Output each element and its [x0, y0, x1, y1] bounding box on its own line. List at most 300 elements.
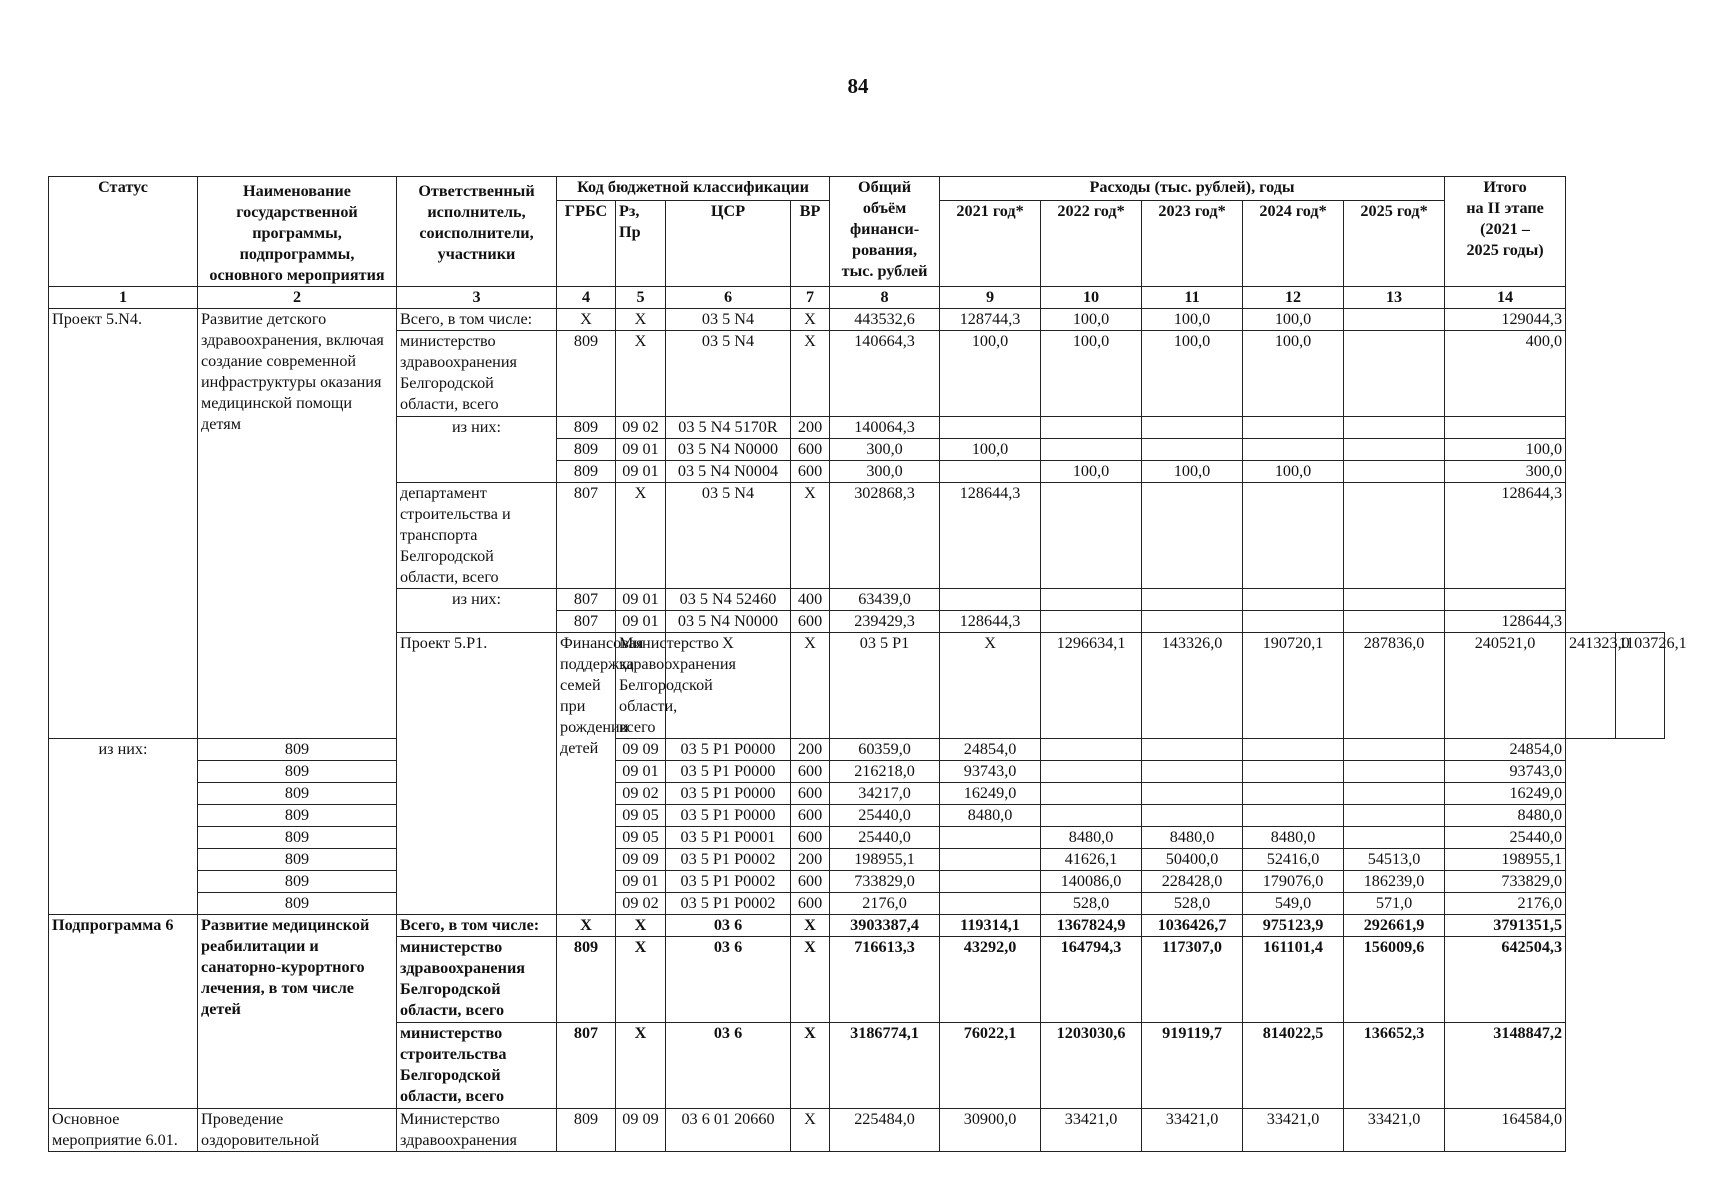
value-cell: 03 5 N4 — [666, 331, 791, 417]
value-cell — [1142, 611, 1243, 633]
value-cell: 100,0 — [1243, 461, 1344, 483]
header-line: основного мероприятия — [209, 266, 385, 284]
column-number: 12 — [1243, 287, 1344, 309]
value-cell: 228428,0 — [1142, 871, 1243, 893]
value-cell — [1243, 611, 1344, 633]
value-cell — [1142, 589, 1243, 611]
value-cell: 33421,0 — [1243, 1109, 1344, 1152]
value-cell: 161101,4 — [1243, 937, 1344, 1023]
value-cell: 600 — [791, 461, 830, 483]
value-cell: Х — [791, 915, 830, 937]
header-line: участники — [437, 245, 516, 263]
header-line: Пр — [619, 222, 641, 241]
value-cell: 50400,0 — [1142, 849, 1243, 871]
value-cell: Х — [666, 633, 791, 739]
value-cell: 16249,0 — [940, 783, 1041, 805]
year-header: 2025 год* — [1344, 200, 1445, 286]
value-cell: 09 01 — [616, 611, 666, 633]
value-cell: 09 09 — [616, 739, 666, 761]
table-row — [49, 893, 1665, 915]
value-cell: 300,0 — [830, 439, 940, 461]
value-cell: 100,0 — [1142, 461, 1243, 483]
value-cell: 225484,0 — [830, 1109, 940, 1152]
value-cell: 128744,3 — [940, 309, 1041, 331]
value-cell: 03 5 Р1 Р0000 — [666, 739, 791, 761]
executor-cell: департамент строительства и транспорта Белгородской области, всего — [397, 483, 557, 589]
value-cell: 809 — [557, 439, 616, 461]
value-cell: 809 — [198, 739, 397, 761]
value-cell — [1445, 417, 1566, 439]
value-cell: 8480,0 — [1041, 827, 1142, 849]
value-cell: 733829,0 — [830, 871, 940, 893]
value-cell: 09 09 — [616, 1109, 666, 1152]
executor-cell: из них: — [397, 589, 557, 633]
value-cell — [940, 871, 1041, 893]
value-cell: 119314,1 — [940, 915, 1041, 937]
status-cell: Проект 5.Р1. — [397, 633, 557, 915]
name-cell: Финансовая поддержка семей при рождении детей — [557, 633, 616, 915]
value-cell — [1344, 739, 1445, 761]
table-body — [49, 309, 1687, 1152]
value-cell: Х — [791, 483, 830, 589]
column-number: 13 — [1344, 287, 1445, 309]
table-row — [49, 1109, 1665, 1152]
year-header: 2022 год* — [1041, 200, 1142, 286]
value-cell: 09 01 — [616, 461, 666, 483]
value-cell: 809 — [557, 331, 616, 417]
header-line: государственной — [236, 203, 358, 221]
value-cell: 164584,0 — [1445, 1109, 1566, 1152]
value-cell: 814022,5 — [1243, 1023, 1344, 1109]
value-cell: 807 — [557, 1023, 616, 1109]
total-header — [830, 177, 940, 287]
value-cell: 09 02 — [616, 893, 666, 915]
status-cell: Основное мероприятие 6.01. — [49, 1109, 198, 1152]
value-cell: 41626,1 — [1041, 849, 1142, 871]
value-cell: 1103726,1 — [1615, 633, 1664, 739]
value-cell: 292661,9 — [1344, 915, 1445, 937]
column-number: 9 — [940, 287, 1041, 309]
status-header: Статус — [49, 177, 198, 287]
header-line: Общий — [858, 178, 912, 196]
value-cell: 807 — [557, 483, 616, 589]
value-cell — [1344, 589, 1445, 611]
header-line: подпрограммы, — [239, 245, 355, 263]
table-row — [49, 783, 1665, 805]
value-cell: 2176,0 — [830, 893, 940, 915]
page-number: 84 — [847, 74, 869, 98]
value-cell — [1041, 439, 1142, 461]
header-line: Ответственный — [418, 182, 535, 200]
value-cell: 807 — [557, 589, 616, 611]
value-cell: 571,0 — [1344, 893, 1445, 915]
column-number: 14 — [1445, 287, 1566, 309]
budget-table — [48, 176, 1687, 1152]
value-cell: 03 5 Р1 — [830, 633, 940, 739]
table-row — [49, 805, 1665, 827]
value-cell: 809 — [557, 1109, 616, 1152]
value-cell: 100,0 — [940, 331, 1041, 417]
value-cell: Х — [616, 1023, 666, 1109]
grbs-header: ГРБС — [557, 200, 616, 286]
value-cell: 600 — [791, 611, 830, 633]
value-cell: 128644,3 — [1445, 611, 1566, 633]
value-cell: 809 — [557, 937, 616, 1023]
value-cell: Х — [791, 1023, 830, 1109]
value-cell: 216218,0 — [830, 761, 940, 783]
value-cell — [1344, 827, 1445, 849]
value-cell: 30900,0 — [940, 1109, 1041, 1152]
value-cell: 200 — [791, 739, 830, 761]
value-cell: 128644,3 — [940, 611, 1041, 633]
column-number: 11 — [1142, 287, 1243, 309]
value-cell: 3903387,4 — [830, 915, 940, 937]
table-row — [49, 827, 1665, 849]
value-cell: 54513,0 — [1344, 849, 1445, 871]
value-cell: 1203030,6 — [1041, 1023, 1142, 1109]
value-cell: 03 5 N4 — [666, 309, 791, 331]
executor-cell: Министерство здравоохранения Белгородской области, всего — [616, 633, 666, 739]
value-cell: 09 01 — [616, 871, 666, 893]
value-cell: 09 01 — [616, 439, 666, 461]
value-cell: 03 5 Р1 Р0000 — [666, 761, 791, 783]
header-line: программы, — [252, 224, 342, 242]
value-cell: 143326,0 — [1142, 633, 1243, 739]
year-header: 2024 год* — [1243, 200, 1344, 286]
value-cell: Х — [791, 633, 830, 739]
header-line: Рз, — [619, 201, 640, 220]
value-cell — [1142, 483, 1243, 589]
value-cell: 03 5 N4 5170R — [666, 417, 791, 439]
table-row — [49, 915, 1665, 937]
value-cell: 8480,0 — [1142, 827, 1243, 849]
value-cell: 03 5 Р1 Р0000 — [666, 805, 791, 827]
value-cell — [1243, 483, 1344, 589]
value-cell: 3148847,2 — [1445, 1023, 1566, 1109]
table-row — [49, 309, 1665, 331]
value-cell: Х — [940, 633, 1041, 739]
value-cell — [1344, 417, 1445, 439]
value-cell — [940, 461, 1041, 483]
value-cell: 2176,0 — [1445, 893, 1566, 915]
value-cell: Х — [616, 331, 666, 417]
value-cell: 136652,3 — [1344, 1023, 1445, 1109]
budget-code-header: Код бюджетной классификации — [557, 177, 830, 201]
executor-cell: министерство здравоохранения Белгородской области, всего — [397, 937, 557, 1023]
value-cell: 8480,0 — [1445, 805, 1566, 827]
value-cell: 200 — [791, 417, 830, 439]
value-cell: 919119,7 — [1142, 1023, 1243, 1109]
header-line: соисполнители, — [419, 224, 534, 242]
value-cell — [1243, 417, 1344, 439]
value-cell: 100,0 — [1142, 331, 1243, 417]
value-cell: 100,0 — [1243, 309, 1344, 331]
value-cell: 809 — [198, 893, 397, 915]
value-cell: 09 02 — [616, 417, 666, 439]
header-line: объём — [862, 199, 907, 217]
value-cell: 300,0 — [830, 461, 940, 483]
value-cell: 09 01 — [616, 589, 666, 611]
value-cell: 03 5 N4 N0000 — [666, 611, 791, 633]
value-cell — [1142, 739, 1243, 761]
value-cell: 03 5 Р1 Р0002 — [666, 849, 791, 871]
value-cell: 8480,0 — [1243, 827, 1344, 849]
value-cell: 528,0 — [1142, 893, 1243, 915]
value-cell: 33421,0 — [1344, 1109, 1445, 1152]
value-cell: 186239,0 — [1344, 871, 1445, 893]
value-cell — [1243, 439, 1344, 461]
value-cell: 03 6 — [666, 915, 791, 937]
executor-header — [397, 177, 557, 287]
value-cell: 240521,0 — [1445, 633, 1566, 739]
value-cell — [940, 417, 1041, 439]
expenses-header: Расходы (тыс. рублей), годы — [940, 177, 1445, 201]
header-line: (2021 – — [1480, 220, 1530, 238]
value-cell — [1243, 739, 1344, 761]
value-cell: 140064,3 — [830, 417, 940, 439]
value-cell: 809 — [198, 761, 397, 783]
value-cell — [1344, 783, 1445, 805]
value-cell: 140086,0 — [1041, 871, 1142, 893]
value-cell: 733829,0 — [1445, 871, 1566, 893]
value-cell — [1041, 483, 1142, 589]
header-line: Итого — [1483, 178, 1527, 196]
value-cell: 1036426,7 — [1142, 915, 1243, 937]
value-cell: 03 5 N4 N0004 — [666, 461, 791, 483]
value-cell: Х — [557, 915, 616, 937]
value-cell: 549,0 — [1243, 893, 1344, 915]
value-cell: 600 — [791, 783, 830, 805]
column-number: 2 — [198, 287, 397, 309]
executor-cell: из них: — [397, 417, 557, 483]
table-header — [49, 177, 1665, 309]
value-cell — [1142, 417, 1243, 439]
value-cell: 100,0 — [1243, 331, 1344, 417]
name-cell: Развитие медицинской реабилитации и санаторно-курортного лечения, в том числе детей — [198, 915, 397, 1109]
value-cell — [1142, 439, 1243, 461]
value-cell: 600 — [791, 871, 830, 893]
value-cell: 03 5 Р1 Р0000 — [666, 783, 791, 805]
value-cell: 117307,0 — [1142, 937, 1243, 1023]
value-cell: 443532,6 — [830, 309, 940, 331]
value-cell — [1243, 783, 1344, 805]
value-cell: 3791351,5 — [1445, 915, 1566, 937]
value-cell: 809 — [557, 417, 616, 439]
value-cell: 03 5 N4 52460 — [666, 589, 791, 611]
executor-cell: Всего, в том числе: — [397, 309, 557, 331]
value-cell — [1142, 783, 1243, 805]
value-cell — [1344, 439, 1445, 461]
value-cell: Х — [616, 309, 666, 331]
value-cell: 100,0 — [940, 439, 1041, 461]
value-cell: Х — [791, 937, 830, 1023]
value-cell: 302868,3 — [830, 483, 940, 589]
value-cell — [1142, 761, 1243, 783]
value-cell: 600 — [791, 893, 830, 915]
table-row — [49, 849, 1665, 871]
value-cell: 100,0 — [1142, 309, 1243, 331]
value-cell: 975123,9 — [1243, 915, 1344, 937]
header-line: Наименование — [243, 182, 351, 200]
value-cell — [1041, 739, 1142, 761]
value-cell: 528,0 — [1041, 893, 1142, 915]
value-cell — [1041, 589, 1142, 611]
value-cell — [1041, 783, 1142, 805]
value-cell: 809 — [198, 849, 397, 871]
value-cell: 600 — [791, 761, 830, 783]
value-cell: 100,0 — [1041, 461, 1142, 483]
value-cell: 156009,6 — [1344, 937, 1445, 1023]
column-number: 10 — [1041, 287, 1142, 309]
value-cell — [1243, 589, 1344, 611]
value-cell: 600 — [791, 805, 830, 827]
value-cell: 1296634,1 — [1041, 633, 1142, 739]
value-cell: 100,0 — [1041, 331, 1142, 417]
value-cell: 239429,3 — [830, 611, 940, 633]
column-number: 4 — [557, 287, 616, 309]
name-cell: Проведение оздоровительной — [198, 1109, 397, 1152]
value-cell: 600 — [791, 439, 830, 461]
value-cell: 03 6 01 20660 — [666, 1109, 791, 1152]
value-cell: 09 05 — [616, 805, 666, 827]
value-cell: 179076,0 — [1243, 871, 1344, 893]
value-cell: Х — [616, 915, 666, 937]
column-number: 3 — [397, 287, 557, 309]
value-cell: Х — [616, 483, 666, 589]
value-cell: Х — [557, 309, 616, 331]
header-line: тыс. рублей — [841, 262, 928, 280]
value-cell: 3186774,1 — [830, 1023, 940, 1109]
value-cell: Х — [791, 331, 830, 417]
value-cell: 03 5 Р1 Р0001 — [666, 827, 791, 849]
value-cell: 642504,3 — [1445, 937, 1566, 1023]
value-cell — [1344, 483, 1445, 589]
column-number: 7 — [791, 287, 830, 309]
value-cell: 198955,1 — [1445, 849, 1566, 871]
value-cell: 809 — [198, 827, 397, 849]
value-cell: 93743,0 — [940, 761, 1041, 783]
year-header: 2023 год* — [1142, 200, 1243, 286]
value-cell: 76022,1 — [940, 1023, 1041, 1109]
value-cell: 100,0 — [1041, 309, 1142, 331]
value-cell: 400 — [791, 589, 830, 611]
value-cell — [1344, 309, 1445, 331]
value-cell: 24854,0 — [940, 739, 1041, 761]
value-cell: 200 — [791, 849, 830, 871]
value-cell — [1344, 461, 1445, 483]
value-cell — [940, 893, 1041, 915]
value-cell: 600 — [791, 827, 830, 849]
value-cell — [940, 827, 1041, 849]
value-cell: 809 — [198, 805, 397, 827]
value-cell — [940, 589, 1041, 611]
value-cell: 25440,0 — [1445, 827, 1566, 849]
value-cell: 241323,0 — [1566, 633, 1615, 739]
stage-total-header — [1445, 177, 1566, 287]
value-cell: 03 5 Р1 Р0002 — [666, 871, 791, 893]
value-cell: 60359,0 — [830, 739, 940, 761]
column-number: 6 — [666, 287, 791, 309]
value-cell — [1041, 761, 1142, 783]
value-cell — [1344, 805, 1445, 827]
table-row — [49, 871, 1665, 893]
header-line: на II этапе — [1466, 199, 1544, 217]
value-cell: 09 09 — [616, 849, 666, 871]
value-cell: 93743,0 — [1445, 761, 1566, 783]
value-cell — [1041, 611, 1142, 633]
value-cell: 33421,0 — [1041, 1109, 1142, 1152]
value-cell: 03 6 — [666, 1023, 791, 1109]
value-cell: 33421,0 — [1142, 1109, 1243, 1152]
header-line: рования, — [852, 241, 918, 259]
value-cell: 809 — [198, 783, 397, 805]
year-header: 2021 год* — [940, 200, 1041, 286]
value-cell: 128644,3 — [1445, 483, 1566, 589]
value-cell — [1041, 417, 1142, 439]
value-cell: 807 — [557, 611, 616, 633]
name-cell: Развитие детского здравоохранения, включая создание современной инфраструктуры оказания медицинской помощи детям — [198, 309, 397, 739]
value-cell: 03 5 N4 N0000 — [666, 439, 791, 461]
value-cell: Х — [616, 937, 666, 1023]
value-cell: 63439,0 — [830, 589, 940, 611]
value-cell — [1243, 805, 1344, 827]
value-cell: 16249,0 — [1445, 783, 1566, 805]
executor-cell: Всего, в том числе: — [397, 915, 557, 937]
value-cell: 09 05 — [616, 827, 666, 849]
value-cell — [940, 849, 1041, 871]
value-cell: 03 6 — [666, 937, 791, 1023]
value-cell: 52416,0 — [1243, 849, 1344, 871]
executor-cell: министерство строительства Белгородской области, всего — [397, 1023, 557, 1109]
column-number: 1 — [49, 287, 198, 309]
header-line: 2025 годы) — [1466, 241, 1544, 259]
column-numbers-row — [49, 287, 1665, 309]
value-cell: Х — [791, 1109, 830, 1152]
value-cell: 09 02 — [616, 783, 666, 805]
executor-cell: из них: — [49, 739, 198, 915]
table-row — [49, 739, 1665, 761]
value-cell — [1243, 761, 1344, 783]
value-cell: 25440,0 — [830, 805, 940, 827]
value-cell: 140664,3 — [830, 331, 940, 417]
value-cell: 809 — [557, 461, 616, 483]
value-cell — [1041, 805, 1142, 827]
status-cell: Подпрограмма 6 — [49, 915, 198, 1109]
executor-cell: министерство здравоохранения Белгородской области, всего — [397, 331, 557, 417]
table-row — [49, 761, 1665, 783]
value-cell: 03 5 Р1 Р0002 — [666, 893, 791, 915]
value-cell: 1367824,9 — [1041, 915, 1142, 937]
column-number: 8 — [830, 287, 940, 309]
header-line: финанси- — [849, 220, 920, 238]
value-cell — [1142, 805, 1243, 827]
value-cell: 300,0 — [1445, 461, 1566, 483]
csr-header: ЦСР — [666, 200, 791, 286]
column-number: 5 — [616, 287, 666, 309]
value-cell: 34217,0 — [830, 783, 940, 805]
executor-cell: Министерство здравоохранения — [397, 1109, 557, 1152]
value-cell: 128644,3 — [940, 483, 1041, 589]
value-cell: 100,0 — [1445, 439, 1566, 461]
value-cell — [1445, 589, 1566, 611]
value-cell: 03 5 N4 — [666, 483, 791, 589]
name-header — [198, 177, 397, 287]
value-cell: 400,0 — [1445, 331, 1566, 417]
status-cell: Проект 5.N4. — [49, 309, 198, 739]
value-cell: 809 — [198, 871, 397, 893]
vr-header: ВР — [791, 200, 830, 286]
value-cell — [1344, 761, 1445, 783]
